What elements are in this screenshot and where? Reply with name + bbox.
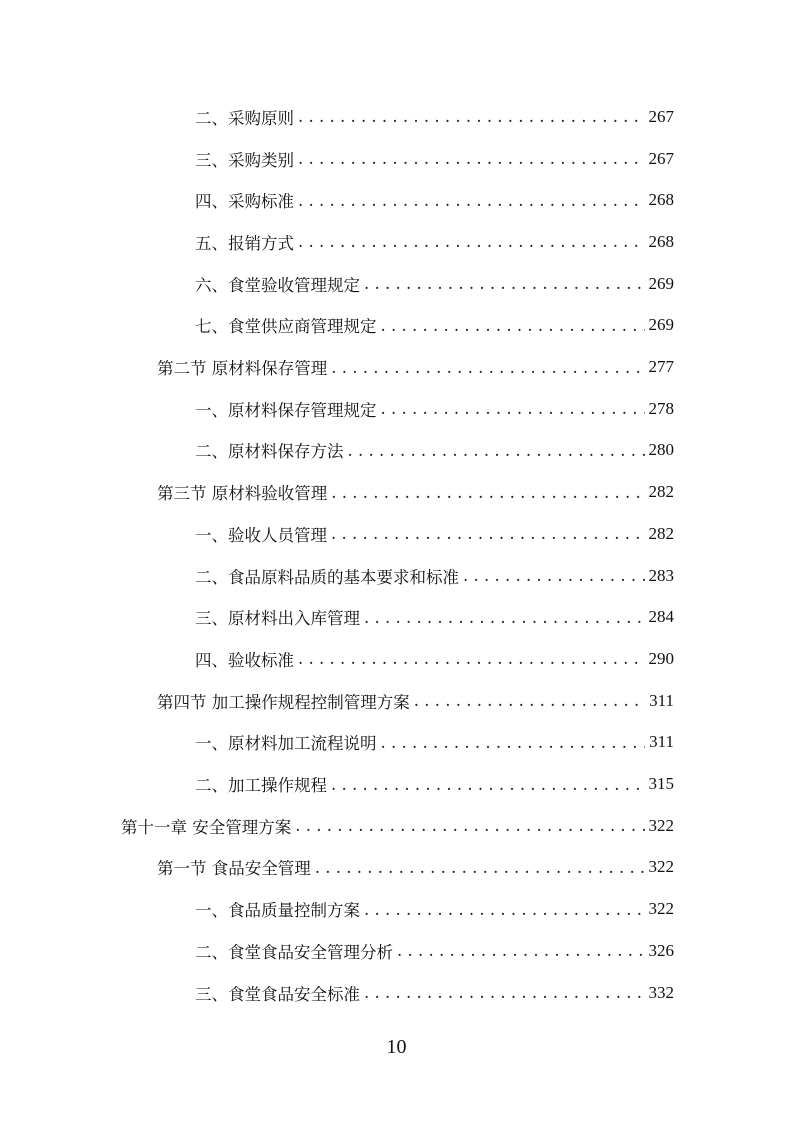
toc-entry[interactable] [195,763,674,805]
toc-entry-page: 282 [648,482,674,502]
toc-entry-title: 二、食品原料品质的基本要求和标准 [195,567,459,587]
toc-leader-dots [463,566,645,585]
toc-entry[interactable] [195,179,674,221]
toc-entry-page: 268 [648,231,674,251]
toc-entry[interactable] [157,471,674,513]
toc-entry-page: 315 [648,774,674,794]
page-number: 10 [386,1036,407,1058]
toc-entry-page: 282 [648,523,674,543]
toc-entry[interactable] [195,513,674,555]
toc-entry-page: 322 [648,899,674,919]
toc-entry-title: 一、验收人员管理 [195,525,327,545]
toc-entry[interactable] [195,972,674,1014]
toc-entry-page: 311 [649,690,674,710]
toc-entry-title: 一、原材料保存管理规定 [195,400,377,420]
toc-leader-dots [331,483,644,502]
toc-leader-dots [381,316,645,335]
toc-entry-title: 三、食堂食品安全标准 [195,984,360,1004]
toc-entry-page: 268 [648,190,674,210]
toc-entry-page: 322 [648,815,674,835]
toc-entry-title: 第一节 食品安全管理 [157,859,311,879]
toc-entry-title: 四、验收标准 [195,650,294,670]
toc-entry-page: 332 [648,982,674,1002]
toc-entry-title: 四、采购标准 [195,192,294,212]
toc-entry-title: 六、食堂验收管理规定 [195,275,360,295]
toc-entry-page: 283 [648,565,674,585]
toc-entry-page: 267 [648,148,674,168]
toc-entry-title: 二、采购原则 [195,108,294,128]
toc-entry-page: 290 [648,648,674,668]
toc-entry[interactable] [195,305,674,347]
toc-entry[interactable] [157,346,674,388]
toc-leader-dots [331,524,645,543]
toc-leader-dots [298,191,645,210]
toc-leader-dots [315,858,645,877]
toc-entry-title: 七、食堂供应商管理规定 [195,317,377,337]
toc-entry[interactable] [195,263,674,305]
toc-entry[interactable] [157,680,674,722]
toc-entry-page: 277 [648,357,674,377]
toc-entry-page: 284 [648,607,674,627]
toc-entry[interactable] [195,555,674,597]
toc-entry-page: 311 [649,732,674,752]
toc-entry-page: 267 [648,106,674,126]
toc-entry-title: 一、原材料加工流程说明 [195,734,377,754]
toc-entry[interactable] [195,596,674,638]
toc-entry[interactable] [121,805,674,847]
toc-leader-dots [364,900,645,919]
toc-leader-dots [381,733,646,752]
toc-entry-title: 第四节 加工操作规程控制管理方案 [157,692,410,712]
toc-entry-title: 三、采购类别 [195,150,294,170]
toc-entry-page: 280 [648,440,674,460]
toc-entry-page: 269 [648,273,674,293]
toc-entry[interactable] [195,638,674,680]
toc-entry-page: 269 [648,315,674,335]
toc-entry[interactable] [195,138,674,180]
toc-leader-dots [298,107,645,126]
toc-leader-dots [331,358,644,377]
toc-leader-dots [298,649,645,668]
toc-entry[interactable] [195,221,674,263]
toc-leader-dots [364,983,645,1002]
toc-entry[interactable] [195,388,674,430]
toc-leader-dots [331,775,645,794]
toc-entry[interactable] [195,96,674,138]
toc-leader-dots [364,608,645,627]
toc-leader-dots [364,274,645,293]
toc-entry-title: 二、原材料保存方法 [195,442,344,462]
toc-entry-title: 第三节 原材料验收管理 [157,484,328,504]
toc-leader-dots [414,691,645,710]
toc-leader-dots [348,441,645,460]
toc-leader-dots [397,941,645,960]
toc-entry-title: 五、报销方式 [195,233,294,253]
toc-entry[interactable] [195,930,674,972]
toc-entry-title: 二、食堂食品安全管理分析 [195,942,393,962]
toc-entry-title: 第二节 原材料保存管理 [157,359,328,379]
toc-leader-dots [298,232,645,251]
toc-leader-dots [381,399,645,418]
toc-entry-page: 278 [648,398,674,418]
toc-entry-title: 一、食品质量控制方案 [195,901,360,921]
toc-entry-title: 第十一章 安全管理方案 [121,817,292,837]
toc-leader-dots [295,816,644,835]
toc-leader-dots [298,149,645,168]
toc-entry-title: 二、加工操作规程 [195,776,327,796]
toc-entry[interactable] [195,722,674,764]
toc-entry[interactable] [195,888,674,930]
toc-entry[interactable] [157,847,674,889]
toc-entry[interactable] [195,430,674,472]
toc-entry-title: 三、原材料出入库管理 [195,609,360,629]
toc-entry-page: 326 [648,940,674,960]
toc-entry-page: 322 [648,857,674,877]
